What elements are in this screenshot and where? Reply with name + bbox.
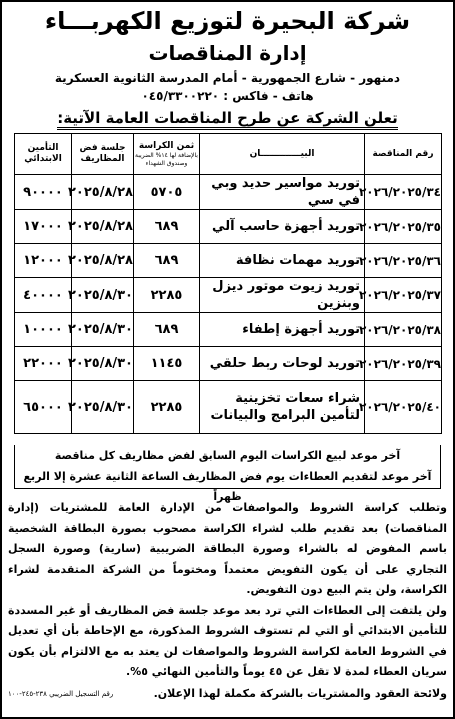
tender-description: توريد أجهزة إطفاء (200, 313, 365, 347)
terms-paragraph-2: ولن يلتفت إلى العطاءات التي ترد بعد موعد جلسة فض المظاريف أو غير المسددة للتأمين الابتدائي أو التي لم تستوف الشروط المذكورة، مع الإحاطة بأن أي تعديل في الشروط العامة لكراسة الشروط والمواصفات لن يعتد به مع الالتزام بأن يكون سريان العطاء لمدة لا تقل عن ٤٥ يوماً والتأمين النهائي ٥%. (8, 603, 447, 678)
table-row (15, 347, 442, 381)
tender-no: ٢٠٢٦/٢٠٢٥/٣٦ (365, 244, 442, 278)
header-date: جلسة فض المظاريف (72, 134, 134, 175)
tender-no: ٢٠٢٦/٢٠٢٥/٣٧ (365, 278, 442, 313)
tax-registration: رقم التسجيل الضريبي ٢٣٨-٢٤٥-١٠٠ (8, 690, 114, 698)
header-tender-no: رقم المناقصة (365, 134, 442, 175)
header-description: البيـــــــــــــان (200, 134, 365, 175)
tender-date: ٢٠٢٥/٨/٢٨ (72, 244, 134, 278)
tender-insurance: ١٢٠٠٠ (15, 244, 72, 278)
table-row (15, 244, 442, 278)
tender-description: توريد لوحات ربط حلقي (200, 347, 365, 381)
header-price-note: بالإضافة لها ١٤% الضريبة وصندوق الشهداء (135, 151, 198, 167)
tender-price: ٢٢٨٥ (134, 278, 200, 313)
department-title: إدارة المناقصات (148, 41, 307, 65)
tender-description: توريد مواسير حديد وبي في سي (200, 175, 365, 210)
tender-insurance: ٦٥٠٠٠ (15, 381, 72, 434)
company-name: شركة البحيرة لتوزيع الكهربـــاء (44, 7, 411, 35)
tender-date: ٢٠٢٥/٨/٣٠ (72, 347, 134, 381)
announcement-text: تعلن الشركة عن طرح المناقصات العامة الآتية: (57, 109, 398, 130)
tender-insurance: ١٠٠٠٠ (15, 313, 72, 347)
table-row (15, 313, 442, 347)
footer (8, 684, 447, 704)
announcement-heading (6, 106, 449, 130)
tender-price: ٦٨٩ (134, 210, 200, 244)
tender-date: ٢٠٢٥/٨/٣٠ (72, 278, 134, 313)
table-header-row (15, 134, 442, 175)
header-price-label: ثمن الكراسة (138, 140, 195, 151)
tender-insurance: ٤٠٠٠٠ (15, 278, 72, 313)
tender-price: ٥٧٠٥ (134, 175, 200, 210)
tender-no: ٢٠٢٦/٢٠٢٥/٣٥ (365, 210, 442, 244)
tender-price: ٢٢٨٥ (134, 381, 200, 434)
tender-description: توريد مهمات نظافة (200, 244, 365, 278)
tender-no: ٢٠٢٦/٢٠٢٥/٣٤ (365, 175, 442, 210)
tender-description: توريد أجهزة حاسب آلي (200, 210, 365, 244)
tender-no: ٢٠٢٦/٢٠٢٥/٣٩ (365, 347, 442, 381)
tender-insurance: ١٧٠٠٠ (15, 210, 72, 244)
tender-no: ٢٠٢٦/٢٠٢٥/٤٠ (365, 381, 442, 434)
tender-description: شراء سعات تخزينية لتأمين البرامج والبيانات (200, 381, 365, 434)
terms-text (8, 498, 447, 683)
table-row (15, 381, 442, 434)
tender-price: ٦٨٩ (134, 244, 200, 278)
tender-date: ٢٠٢٥/٨/٣٠ (72, 381, 134, 434)
deadline-notes (14, 445, 441, 503)
tenders-table (14, 133, 442, 434)
table-row (15, 175, 442, 210)
note-submission-deadline: آخر موعد لتقديم العطاءات يوم فض المظاريف الساعة الثانية عشرة إلا الربع ظهراً (23, 470, 432, 503)
company-address: دمنهور - شارع الجمهورية - أمام المدرسة الثانوية العسكرية (54, 71, 401, 85)
tender-insurance: ٩٠٠٠٠ (15, 175, 72, 210)
tender-price: ١١٤٥ (134, 347, 200, 381)
footer-text: ولائحة العقود والمشتريات بالشركة مكملة لهذا الإعلان. (153, 687, 447, 700)
tender-date: ٢٠٢٥/٨/٣٠ (72, 313, 134, 347)
terms-paragraph-1: وتطلب كراسة الشروط والمواصفات من الإدارة العامة للمشتريات (إدارة المناقصات) بعد تقديم طلب لشراء الكراسة مصحوب بصورة البطاقة الشخصية باسم المفوض له بالشراء وصورة البطاقة الضريبية (سارية) وصورة السجل التجاري على أن يكون التفويض معتمداً ومختوماً من الشركة المتقدمة لشراء الكراسة، ولن يتم البيع دون التفويض. (8, 501, 447, 596)
header-price (134, 134, 200, 175)
note-sale-deadline: آخر موعد لبيع الكراسات اليوم السابق لفض مظاريف كل مناقصة (54, 449, 401, 462)
header-insurance: التأمين الابتدائي (15, 134, 72, 175)
table-row (15, 278, 442, 313)
tender-date: ٢٠٢٥/٨/٢٨ (72, 175, 134, 210)
table-row (15, 210, 442, 244)
tender-price: ٦٨٩ (134, 313, 200, 347)
company-phone: هاتف - فاكس : ٠٤٥/٣٣٠٠٢٢٠ (141, 89, 314, 103)
tender-no: ٢٠٢٦/٢٠٢٥/٣٨ (365, 313, 442, 347)
tender-date: ٢٠٢٥/٨/٢٨ (72, 210, 134, 244)
tender-insurance: ٢٢٠٠٠ (15, 347, 72, 381)
tender-description: توريد زيوت موتور ديزل وبنزين (200, 278, 365, 313)
